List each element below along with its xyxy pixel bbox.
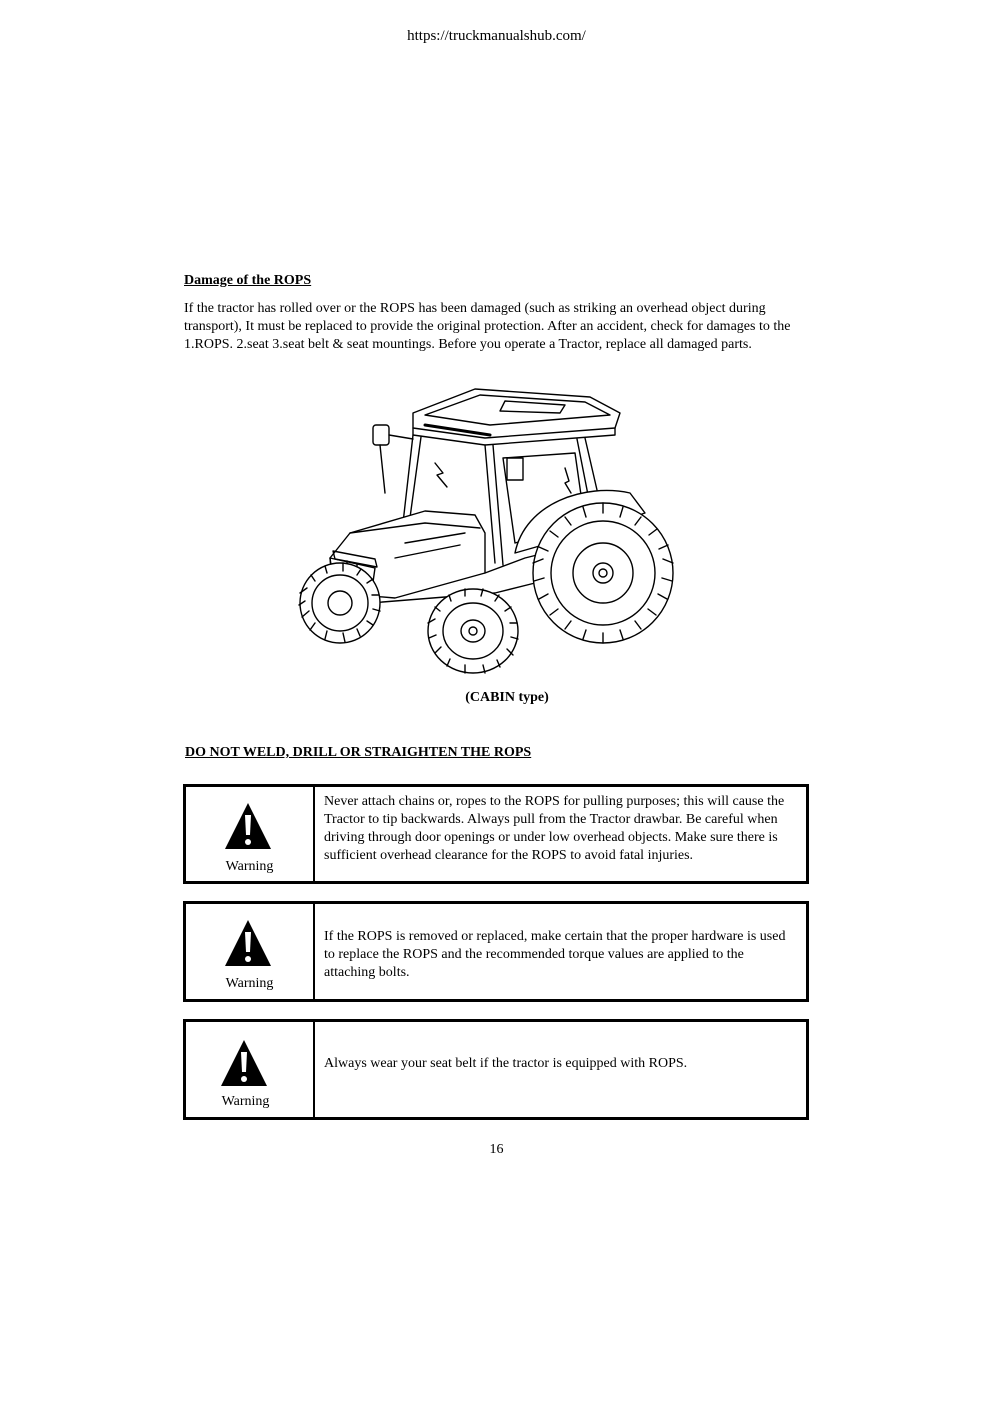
warning-icon-cell — [186, 1022, 315, 1117]
warning-box-1 — [183, 784, 809, 884]
section-heading-do-not-weld: DO NOT WELD, DRILL OR STRAIGHTEN THE ROPS — [185, 745, 532, 760]
page-number: 16 — [489, 1142, 504, 1157]
warning-text: Never attach chains or, ropes to the ROPS for pulling purposes; this will cause the Tractor to tip backwards. Always pull from the Tractor drawbar. Be careful when driving through door openings or under low overhead objects. Make sure there is sufficient overhead clearance for the ROPS to avoid fatal injuries. — [324, 794, 785, 863]
tractor-illustration — [285, 383, 680, 675]
figure-caption: (CABIN type) — [465, 690, 549, 705]
warning-label: Warning — [221, 1094, 270, 1109]
warning-text: If the ROPS is removed or replaced, make certain that the proper hardware is used to replace the ROPS and the recommended torque values are applied to the attaching bolts. — [324, 929, 786, 980]
warning-box-2 — [183, 901, 809, 1002]
warning-icon-cell — [186, 904, 315, 999]
warning-triangle-icon — [223, 918, 273, 968]
header-url: https://truckmanualshub.com/ — [407, 28, 586, 44]
warning-box-3 — [183, 1019, 809, 1120]
warning-icon-cell — [186, 787, 315, 881]
section-paragraph: If the tractor has rolled over or the ROPS has been damaged (such as striking an overhead object during transport), It must be replaced to provide the original protection. After an accident, check for damages to the 1.ROPS. 2.seat 3.seat belt & seat mountings. Before you operate a Tractor, replace all damaged parts. — [184, 301, 791, 352]
section-heading-damage-rops: Damage of the ROPS — [184, 273, 312, 288]
warning-label: Warning — [225, 859, 274, 874]
warning-label: Warning — [225, 976, 274, 991]
warning-text: Always wear your seat belt if the tractor is equipped with ROPS. — [324, 1056, 688, 1071]
warning-triangle-icon — [223, 801, 273, 851]
warning-triangle-icon — [219, 1038, 269, 1088]
